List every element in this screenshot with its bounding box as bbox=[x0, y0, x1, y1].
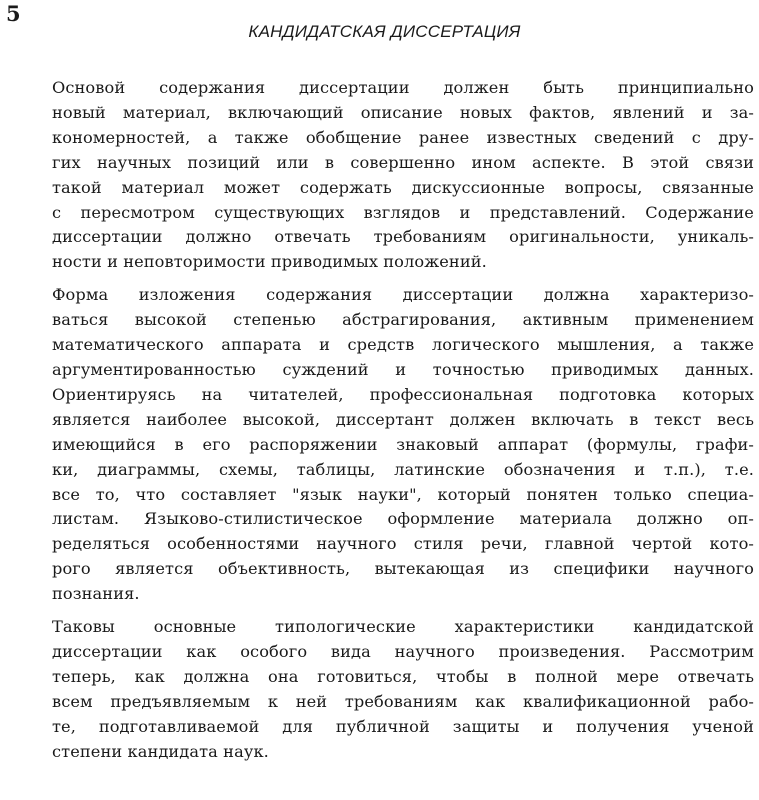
text-line: с пересмотром существующих взглядов и представлений. Содержание bbox=[52, 202, 754, 222]
text-line: степени кандидата наук. bbox=[52, 741, 269, 761]
text-line: ваться высокой степенью абстрагирования, активным применением bbox=[52, 310, 754, 330]
text-line: те, подготавливаемой для публичной защиты и получения ученой bbox=[52, 716, 754, 736]
text-line: ределяться особенностями научного стиля речи, главной чертой кото- bbox=[52, 534, 754, 554]
text-line: листам. Языково-стилистическое оформление материала должно оп- bbox=[52, 509, 754, 529]
text-line: такой материал может содержать дискуссионные вопросы, связанные bbox=[52, 177, 754, 197]
text-line: диссертации должно отвечать требованиям оригинальности, уникаль- bbox=[52, 227, 754, 247]
text-line: всем предъявляемым к ней требованиям как квалификационной рабо- bbox=[52, 691, 754, 711]
text-line: теперь, как должна она готовиться, чтобы в полной мере отвечать bbox=[52, 666, 754, 686]
text-line: Таковы основные типологические характеристики кандидатской bbox=[52, 617, 754, 637]
text-line: имеющийся в его распоряжении знаковый аппарат (формулы, графи- bbox=[52, 434, 754, 454]
text-line: аргументированностью суждений и точностью приводимых данных. bbox=[52, 359, 754, 379]
text-line: Форма изложения содержания диссертации должна характеризо- bbox=[52, 285, 754, 305]
text-line: Основой содержания диссертации должен быть принципиально bbox=[52, 78, 754, 97]
text-line: является наиболее высокой, диссертант должен включать в текст весь bbox=[52, 409, 754, 429]
text-line: Ориентируясь на читателей, профессиональная подготовка которых bbox=[52, 384, 754, 404]
running-header: КАНДИДАТСКАЯ ДИССЕРТАЦИЯ bbox=[248, 22, 521, 41]
paragraph bbox=[8, 76, 754, 275]
paragraph bbox=[8, 283, 754, 607]
body-text bbox=[8, 76, 754, 772]
page-number: 5 bbox=[6, 1, 21, 26]
text-line: рого является объективность, вытекающая из специфики научного bbox=[52, 559, 754, 579]
text-line: гих научных позиций или в совершенно ином аспекте. В этой связи bbox=[52, 152, 754, 172]
text-line: ки, диаграммы, схемы, таблицы, латинские обозначения и т.п.), т.е. bbox=[52, 459, 754, 479]
text-line: ности и неповторимости приводимых положений. bbox=[52, 252, 487, 272]
text-line: новый материал, включающий описание новых фактов, явлений и за- bbox=[52, 102, 754, 122]
text-line: познания. bbox=[52, 584, 140, 604]
text-line: кономерностей, а также обобщение ранее известных сведений с дру- bbox=[52, 127, 754, 147]
text-line: все то, что составляет "язык науки", который понятен только специа- bbox=[52, 484, 754, 504]
text-line: математического аппарата и средств логического мышления, а также bbox=[52, 335, 754, 355]
paragraph bbox=[8, 615, 754, 764]
text-line: диссертации как особого вида научного произведения. Рассмотрим bbox=[52, 641, 754, 661]
